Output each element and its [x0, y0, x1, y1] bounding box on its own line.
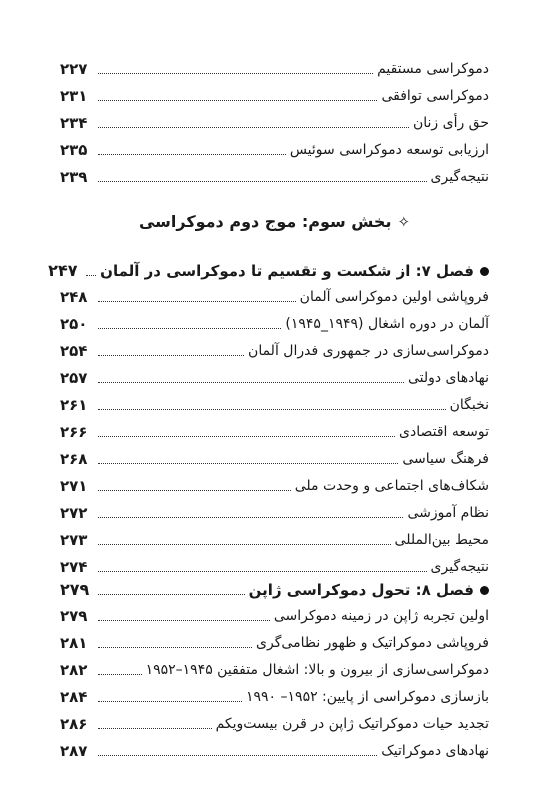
dot-leader [98, 674, 142, 675]
toc-entry-title: ارزیابی توسعه دموکراسی سوئیس [289, 142, 489, 158]
toc-entry-page: ۲۵۴ [60, 342, 88, 360]
toc-entry-title: محیط بین‌المللی [394, 532, 489, 548]
dot-leader [98, 463, 398, 464]
dot-leader [98, 301, 296, 302]
toc-entry-title: توسعه اقتصادی [399, 424, 489, 440]
dot-leader [98, 701, 242, 702]
dot-leader [98, 490, 291, 491]
toc-entry-title: فروپاشی دموکراتیک و ظهور نظامی‌گری [256, 635, 489, 651]
toc-entry-page: ۲۴۸ [60, 288, 88, 306]
toc-entry-title: فروپاشی اولین دموکراسی آلمان [299, 289, 489, 305]
toc-entry[interactable] [60, 473, 489, 495]
toc-entry-title: نتیجه‌گیری [430, 559, 489, 575]
toc-entry-title: آلمان در دوره اشغال (۱۹۴۹_۱۹۴۵) [285, 316, 489, 332]
dot-leader [98, 647, 252, 648]
dot-leader [98, 544, 391, 545]
toc-entry-page: ۲۷۴ [60, 558, 88, 576]
toc-entry-page: ۲۳۱ [60, 87, 88, 105]
toc-entry-page: ۲۳۴ [60, 114, 88, 132]
toc-entry[interactable] [60, 603, 489, 625]
toc-entry[interactable] [60, 684, 489, 706]
toc-entry-title: فرهنگ سیاسی [402, 451, 489, 467]
toc-entry-title: نتیجه‌گیری [430, 169, 489, 185]
chapter-entry[interactable] [60, 577, 489, 599]
toc-entry-title: نهادهای دموکراتیک [381, 743, 489, 759]
section-title: بخش سوم: موج دوم دموکراسی [138, 212, 392, 231]
dot-leader [98, 328, 281, 329]
dot-leader [98, 127, 409, 128]
toc-entry-page: ۲۳۵ [60, 141, 88, 159]
toc-entry[interactable] [60, 311, 489, 333]
toc-entry[interactable] [60, 164, 489, 186]
toc-entry[interactable] [60, 284, 489, 306]
toc-entry-page: ۲۵۰ [60, 315, 88, 333]
chapter-title: فصل ۷: از شکست و تقسیم تا دموکراسی در آلمان [100, 262, 474, 280]
toc-entry-title: نخبگان [449, 397, 489, 413]
toc-entry-page: ۲۸۶ [60, 715, 88, 733]
toc-entry-page: ۲۸۴ [60, 688, 88, 706]
dot-leader [98, 755, 377, 756]
sparkle-icon: ✧ [397, 213, 411, 231]
dot-leader [86, 275, 96, 276]
toc-entry[interactable] [60, 527, 489, 549]
dot-leader [98, 154, 286, 155]
toc-entry-title: حق رأی زنان [412, 115, 489, 131]
toc-entry[interactable] [60, 711, 489, 733]
chapter-entry[interactable] [48, 258, 489, 280]
toc-entry-title: دموکراسی‌سازی از بیرون و بالا: اشغال متفقین ۱۹۴۵–۱۹۵۲ [145, 662, 489, 678]
toc-entry-page: ۲۸۲ [60, 661, 88, 679]
toc-entry-page: ۲۷۹ [60, 607, 88, 625]
toc-entry[interactable] [60, 137, 489, 159]
toc-entry[interactable] [60, 657, 489, 679]
toc-entry-page: ۲۷۲ [60, 504, 88, 522]
toc-entry-page: ۲۶۸ [60, 450, 88, 468]
toc-entry-title: نهادهای دولتی [407, 370, 489, 386]
toc-entry-title: دموکراسی مستقیم [377, 61, 489, 77]
toc-entry[interactable] [60, 446, 489, 468]
dot-leader [98, 571, 427, 572]
toc-entry-title: نظام آموزشی [407, 505, 489, 521]
toc-entry-title: دموکراسی توافقی [381, 88, 489, 104]
dot-leader [98, 181, 427, 182]
toc-entry-title: اولین تجربه ژاپن در زمینه دموکراسی [273, 608, 489, 624]
toc-entry-title: دموکراسی‌سازی در جمهوری فدرال آلمان [248, 343, 489, 359]
toc-entry-page: ۲۲۷ [60, 60, 88, 78]
toc-entry[interactable] [60, 56, 489, 78]
dot-leader [98, 728, 212, 729]
dot-leader [98, 73, 373, 74]
toc-entry[interactable] [60, 392, 489, 414]
dot-leader [98, 620, 270, 621]
toc-entry-page: ۲۶۱ [60, 396, 88, 414]
dot-leader [98, 517, 403, 518]
dot-leader [98, 594, 245, 595]
toc-entry-page: ۲۷۱ [60, 477, 88, 495]
dot-leader [98, 382, 404, 383]
toc-entry-page: ۲۶۶ [60, 423, 88, 441]
toc-entry[interactable] [60, 365, 489, 387]
toc-entry[interactable] [60, 554, 489, 576]
toc-entry-page: ۲۵۷ [60, 369, 88, 387]
toc-entry-page: ۲۳۹ [60, 168, 88, 186]
section-heading [0, 212, 549, 231]
toc-entry[interactable] [60, 419, 489, 441]
toc-entry-title: شکاف‌های اجتماعی و وحدت ملی [294, 478, 489, 494]
toc-entry[interactable] [60, 630, 489, 652]
toc-entry-page: ۲۸۱ [60, 634, 88, 652]
chapter-page: ۲۴۷ [48, 261, 78, 280]
dot-leader [98, 100, 377, 101]
toc-entry-page: ۲۷۳ [60, 531, 88, 549]
toc-entry[interactable] [60, 83, 489, 105]
toc-entry-page: ۲۸۷ [60, 742, 88, 760]
dot-leader [98, 436, 395, 437]
bullet-icon [480, 586, 489, 595]
toc-entry[interactable] [60, 338, 489, 360]
toc-entry[interactable] [60, 500, 489, 522]
bullet-icon [480, 267, 489, 276]
chapter-page: ۲۷۹ [60, 580, 90, 599]
chapter-title: فصل ۸: تحول دموکراسی ژاپن [248, 581, 474, 599]
dot-leader [98, 409, 446, 410]
toc-entry-title: تجدید حیات دموکراتیک ژاپن در قرن بیست‌ویکم [215, 716, 489, 732]
toc-entry-title: بازسازی دموکراسی از پایین: ۱۹۵۲– ۱۹۹۰ [246, 689, 489, 705]
toc-entry[interactable] [60, 110, 489, 132]
toc-entry[interactable] [60, 738, 489, 760]
dot-leader [98, 355, 244, 356]
